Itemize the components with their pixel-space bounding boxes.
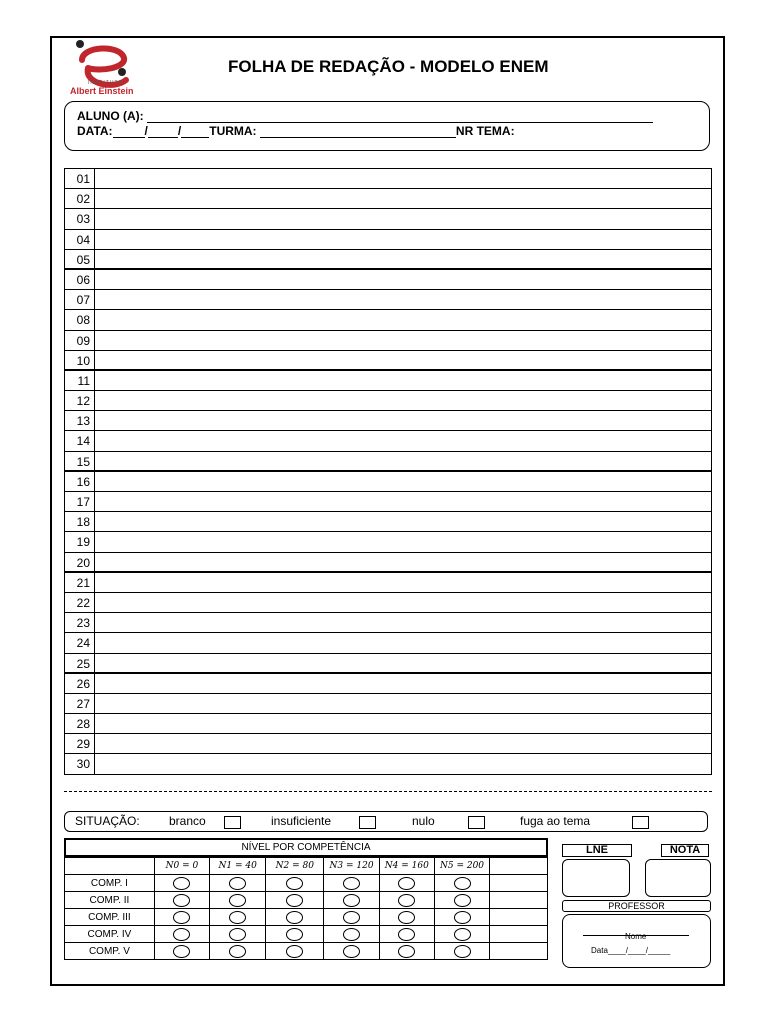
line-row[interactable]	[65, 512, 711, 532]
level-cell	[324, 875, 379, 892]
level-bubble-icon[interactable]	[173, 911, 190, 924]
line-row[interactable]	[65, 613, 711, 633]
line-row[interactable]	[65, 270, 711, 290]
line-writing-space[interactable]	[95, 411, 711, 430]
line-writing-space[interactable]	[95, 189, 711, 208]
line-row[interactable]	[65, 472, 711, 492]
table-header-blank	[490, 858, 548, 875]
line-number: 05	[65, 250, 95, 268]
competency-label: COMP. II	[65, 892, 155, 909]
level-cell	[210, 892, 266, 909]
line-writing-space[interactable]	[95, 371, 711, 390]
line-row[interactable]	[65, 452, 711, 472]
competency-row	[65, 875, 548, 892]
level-cell	[266, 909, 324, 926]
level-cell	[434, 943, 489, 960]
line-number: 09	[65, 331, 95, 350]
line-writing-space[interactable]	[95, 351, 711, 369]
level-header: N0 = 0	[154, 858, 209, 875]
line-number: 19	[65, 532, 95, 551]
professor-label: PROFESSOR	[562, 900, 711, 912]
line-writing-space[interactable]	[95, 754, 711, 774]
professor-date	[591, 946, 670, 955]
cut-line-divider	[64, 791, 712, 792]
line-number: 11	[65, 371, 95, 390]
level-bubble-icon[interactable]	[454, 877, 471, 890]
level-cell	[434, 926, 489, 943]
line-number: 30	[65, 754, 95, 774]
line-writing-space[interactable]	[95, 512, 711, 531]
level-bubble-icon[interactable]	[398, 928, 415, 941]
nivel-title: NÍVEL POR COMPETÊNCIA	[64, 838, 548, 857]
line-row[interactable]	[65, 371, 711, 391]
line-writing-space[interactable]	[95, 613, 711, 632]
situacao-option-fuga: fuga ao tema	[520, 814, 591, 828]
line-number: 06	[65, 270, 95, 289]
date-year-field[interactable]	[181, 125, 209, 138]
line-writing-space[interactable]	[95, 169, 711, 188]
page-title: FOLHA DE REDAÇÃO - MODELO ENEM	[228, 57, 549, 76]
level-header: N2 = 80	[266, 858, 324, 875]
line-number: 29	[65, 734, 95, 753]
level-header: N5 = 200	[434, 858, 489, 875]
line-writing-space[interactable]	[95, 250, 711, 268]
line-writing-space[interactable]	[95, 573, 711, 592]
line-row[interactable]	[65, 411, 711, 431]
line-number: 20	[65, 553, 95, 571]
data-label: DATA:	[77, 124, 113, 138]
level-cell	[266, 943, 324, 960]
level-bubble-icon[interactable]	[454, 911, 471, 924]
line-row[interactable]	[65, 189, 711, 209]
level-cell	[324, 943, 379, 960]
logo-text: Albert Einstein	[70, 86, 134, 96]
level-cell	[434, 875, 489, 892]
line-row[interactable]	[65, 633, 711, 653]
line-row[interactable]	[65, 532, 711, 552]
line-writing-space[interactable]	[95, 553, 711, 571]
date-month-field[interactable]	[148, 125, 178, 138]
level-bubble-icon[interactable]	[286, 894, 303, 907]
line-writing-space[interactable]	[95, 593, 711, 612]
line-row[interactable]	[65, 714, 711, 734]
line-writing-space[interactable]	[95, 472, 711, 491]
line-number: 01	[65, 169, 95, 188]
level-header: N3 = 120	[324, 858, 379, 875]
line-row[interactable]	[65, 492, 711, 512]
line-number: 28	[65, 714, 95, 733]
level-bubble-icon[interactable]	[343, 894, 360, 907]
level-bubble-icon[interactable]	[173, 877, 190, 890]
line-writing-space[interactable]	[95, 230, 711, 249]
line-number: 07	[65, 290, 95, 309]
competency-score-cell[interactable]	[490, 875, 548, 892]
line-writing-space[interactable]	[95, 694, 711, 713]
professor-date-label: Data	[591, 946, 608, 955]
level-cell	[266, 926, 324, 943]
line-number: 21	[65, 573, 95, 592]
line-writing-space[interactable]	[95, 270, 711, 289]
level-bubble-icon[interactable]	[229, 894, 246, 907]
competency-row	[65, 943, 548, 960]
situacao-checkbox-nulo[interactable]	[468, 816, 485, 829]
turma-label: TURMA:	[209, 124, 257, 138]
level-bubble-icon[interactable]	[398, 894, 415, 907]
situacao-box	[64, 811, 708, 832]
line-row[interactable]	[65, 169, 711, 189]
line-number: 15	[65, 452, 95, 470]
level-bubble-icon[interactable]	[286, 928, 303, 941]
line-number: 25	[65, 654, 95, 672]
competency-score-cell[interactable]	[490, 926, 548, 943]
line-row[interactable]	[65, 290, 711, 310]
line-row[interactable]	[65, 351, 711, 371]
level-cell	[210, 943, 266, 960]
line-row[interactable]	[65, 209, 711, 229]
professor-date-blanks[interactable]: ____/____/_____	[607, 946, 671, 955]
level-cell	[210, 926, 266, 943]
competency-label: COMP. V	[65, 943, 155, 960]
table-header-blank	[65, 858, 155, 875]
line-writing-space[interactable]	[95, 209, 711, 228]
level-bubble-icon[interactable]	[398, 911, 415, 924]
level-bubble-icon[interactable]	[343, 877, 360, 890]
line-writing-space[interactable]	[95, 654, 711, 672]
situacao-label: SITUAÇÃO:	[75, 814, 140, 828]
line-writing-space[interactable]	[95, 674, 711, 693]
level-cell	[154, 943, 209, 960]
situacao-checkbox-fuga[interactable]	[632, 816, 649, 829]
level-cell	[210, 909, 266, 926]
line-writing-space[interactable]	[95, 431, 711, 450]
level-cell	[379, 943, 434, 960]
level-bubble-icon[interactable]	[343, 928, 360, 941]
level-cell	[379, 892, 434, 909]
competency-score-cell[interactable]	[490, 909, 548, 926]
line-row[interactable]	[65, 654, 711, 674]
line-writing-space[interactable]	[95, 714, 711, 733]
level-cell	[379, 926, 434, 943]
situacao-checkbox-branco[interactable]	[224, 816, 241, 829]
line-number: 27	[65, 694, 95, 713]
level-bubble-icon[interactable]	[286, 911, 303, 924]
level-cell	[324, 909, 379, 926]
aluno-label: ALUNO (A):	[77, 109, 144, 123]
level-bubble-icon[interactable]	[173, 928, 190, 941]
professor-box	[562, 914, 711, 968]
date-day-field[interactable]	[113, 125, 145, 138]
situacao-checkbox-insuficiente[interactable]	[359, 816, 376, 829]
line-number: 23	[65, 613, 95, 632]
competency-score-cell[interactable]	[490, 943, 548, 960]
line-number: 22	[65, 593, 95, 612]
level-bubble-icon[interactable]	[343, 945, 360, 958]
level-cell	[379, 875, 434, 892]
level-cell	[324, 892, 379, 909]
line-writing-space[interactable]	[95, 492, 711, 511]
level-bubble-icon[interactable]	[454, 945, 471, 958]
level-cell	[434, 909, 489, 926]
line-number: 17	[65, 492, 95, 511]
level-bubble-icon[interactable]	[398, 877, 415, 890]
level-bubble-icon[interactable]	[343, 911, 360, 924]
line-number: 18	[65, 512, 95, 531]
level-bubble-icon[interactable]	[173, 894, 190, 907]
level-bubble-icon[interactable]	[398, 945, 415, 958]
level-bubble-icon[interactable]	[173, 945, 190, 958]
line-row[interactable]	[65, 674, 711, 694]
logo-subtitle: INSTITUTO	[88, 80, 124, 86]
student-info-box	[64, 101, 710, 151]
level-cell	[210, 875, 266, 892]
level-cell	[154, 926, 209, 943]
line-row[interactable]	[65, 230, 711, 250]
lne-field[interactable]	[562, 859, 630, 897]
line-number: 24	[65, 633, 95, 652]
level-cell	[266, 875, 324, 892]
line-number: 10	[65, 351, 95, 369]
line-writing-space[interactable]	[95, 331, 711, 350]
line-writing-space[interactable]	[95, 290, 711, 309]
line-number: 04	[65, 230, 95, 249]
line-number: 03	[65, 209, 95, 228]
nome-label: Nome	[625, 932, 647, 941]
level-bubble-icon[interactable]	[286, 877, 303, 890]
competency-row	[65, 926, 548, 943]
level-header: N4 = 160	[379, 858, 434, 875]
line-writing-space[interactable]	[95, 532, 711, 551]
nota-field[interactable]	[645, 859, 711, 897]
line-writing-space[interactable]	[95, 633, 711, 652]
line-row[interactable]	[65, 734, 711, 754]
line-writing-space[interactable]	[95, 734, 711, 753]
line-row[interactable]	[65, 573, 711, 593]
line-number: 16	[65, 472, 95, 491]
level-cell	[154, 909, 209, 926]
level-bubble-icon[interactable]	[229, 877, 246, 890]
writing-lines	[64, 168, 712, 775]
level-bubble-icon[interactable]	[286, 945, 303, 958]
level-cell	[266, 892, 324, 909]
situacao-option-branco: branco	[169, 814, 206, 828]
competency-label: COMP. IV	[65, 926, 155, 943]
situacao-option-nulo: nulo	[412, 814, 435, 828]
line-number: 02	[65, 189, 95, 208]
line-row[interactable]	[65, 250, 711, 270]
competency-row	[65, 909, 548, 926]
line-number: 12	[65, 391, 95, 410]
lne-label: LNE	[562, 844, 632, 857]
turma-field[interactable]	[260, 125, 456, 138]
level-bubble-icon[interactable]	[229, 928, 246, 941]
level-cell	[434, 892, 489, 909]
line-row[interactable]	[65, 391, 711, 411]
level-cell	[154, 892, 209, 909]
line-row[interactable]	[65, 331, 711, 351]
date-slash-1: /	[144, 124, 148, 138]
level-bubble-icon[interactable]	[229, 945, 246, 958]
level-cell	[379, 909, 434, 926]
line-row[interactable]	[65, 431, 711, 451]
situacao-option-insuficiente: insuficiente	[271, 814, 332, 828]
competency-score-cell[interactable]	[490, 892, 548, 909]
nota-label: NOTA	[661, 844, 709, 857]
line-writing-space[interactable]	[95, 452, 711, 470]
level-header: N1 = 40	[210, 858, 266, 875]
line-writing-space[interactable]	[95, 310, 711, 329]
nr-tema-label: NR TEMA:	[455, 124, 515, 138]
line-number: 13	[65, 411, 95, 430]
line-row[interactable]	[65, 754, 711, 774]
aluno-field[interactable]	[147, 110, 653, 123]
level-bubble-icon[interactable]	[229, 911, 246, 924]
date-slash-2: /	[177, 124, 182, 138]
line-row[interactable]	[65, 694, 711, 714]
level-cell	[154, 875, 209, 892]
competency-row	[65, 892, 548, 909]
line-row[interactable]	[65, 553, 711, 573]
line-number: 08	[65, 310, 95, 329]
level-bubble-icon[interactable]	[454, 928, 471, 941]
line-number: 14	[65, 431, 95, 450]
line-row[interactable]	[65, 593, 711, 613]
level-cell	[324, 926, 379, 943]
line-number: 26	[65, 674, 95, 693]
competency-table	[64, 857, 548, 960]
level-bubble-icon[interactable]	[454, 894, 471, 907]
competency-label: COMP. I	[65, 875, 155, 892]
line-row[interactable]	[65, 310, 711, 330]
line-writing-space[interactable]	[95, 391, 711, 410]
competency-label: COMP. III	[65, 909, 155, 926]
